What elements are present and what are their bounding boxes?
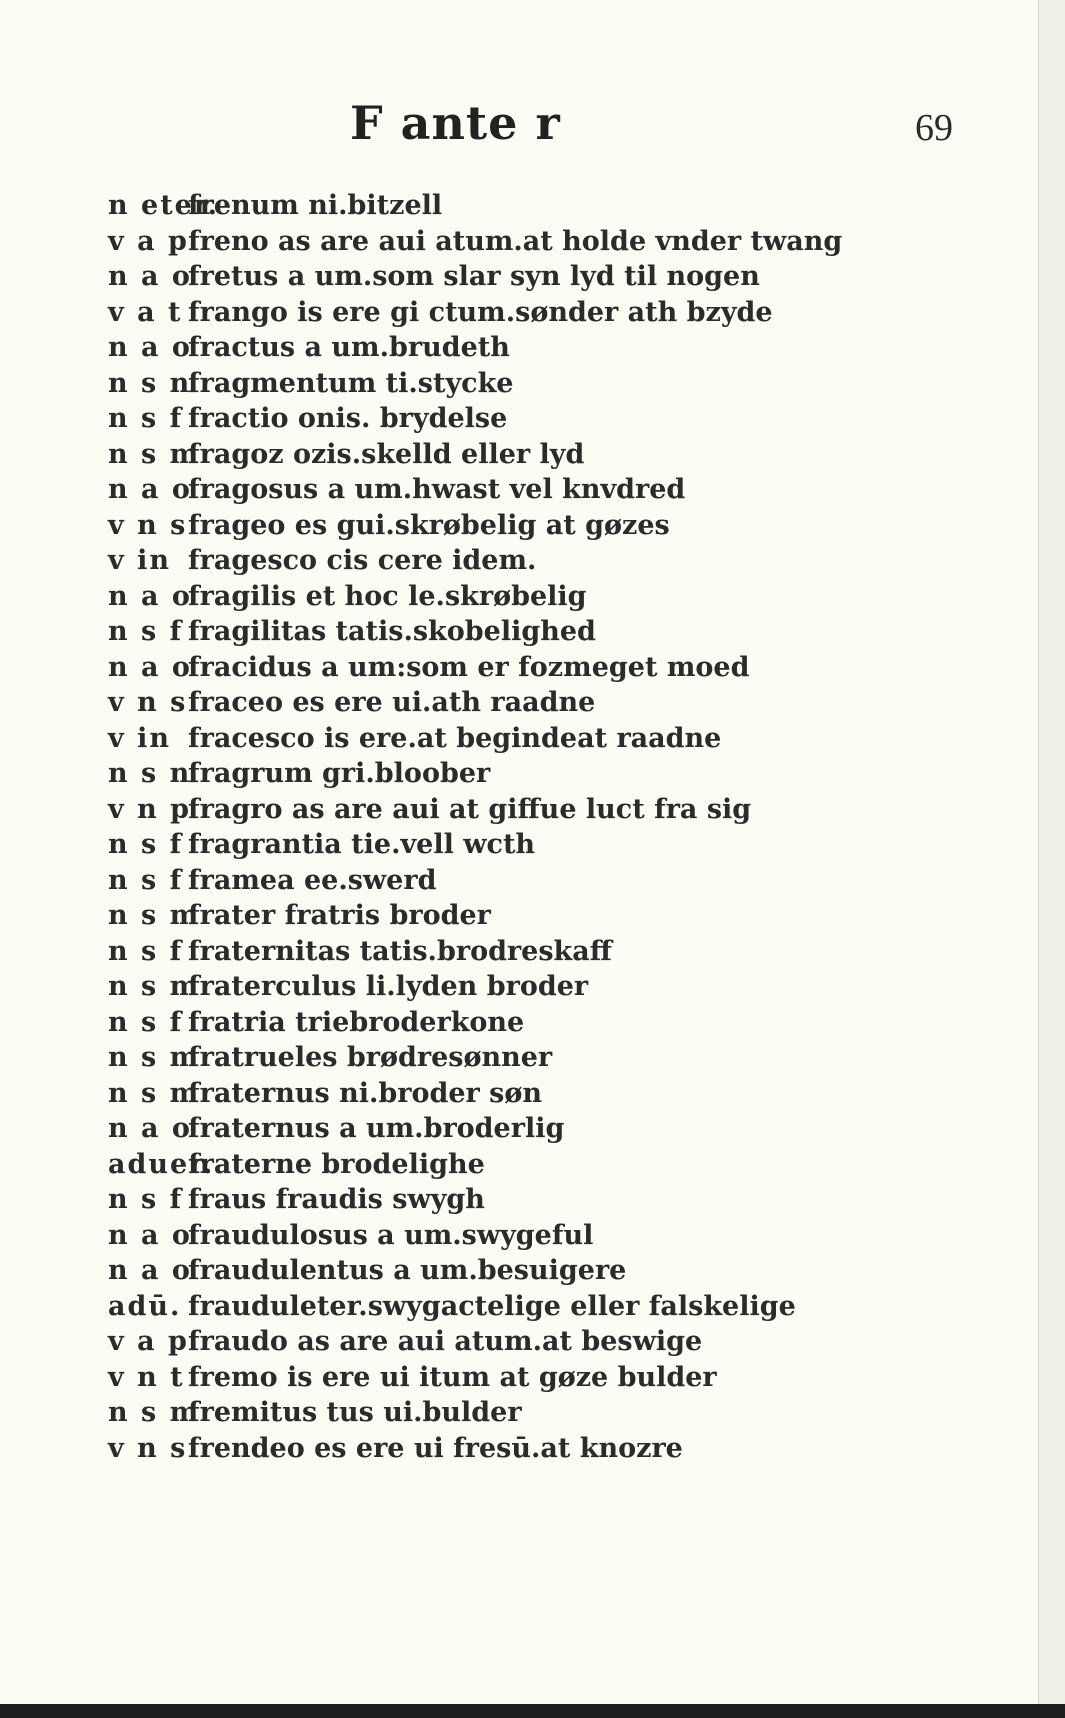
dictionary-entry bbox=[108, 723, 1008, 759]
entry-text: fractus a um.brudeth bbox=[188, 332, 510, 363]
entry-text: fraternitas tatis.brodreskaff bbox=[188, 935, 612, 967]
entry-text: framea ee.swerd bbox=[188, 864, 437, 896]
grammar-code: n s m bbox=[108, 900, 201, 931]
entry-text: frango is ere gi ctum.sønder ath bzyde bbox=[188, 296, 773, 328]
dictionary-entry bbox=[108, 687, 1008, 723]
grammar-code: n eter. bbox=[108, 190, 220, 221]
page-number: 69 bbox=[915, 107, 953, 149]
grammar-code: aduer. bbox=[108, 1148, 215, 1180]
dictionary-entry bbox=[108, 1042, 1008, 1078]
dictionary-entry bbox=[108, 900, 1008, 936]
entry-text: frater fratris broder bbox=[188, 900, 491, 931]
dictionary-entry bbox=[108, 1184, 1008, 1220]
dictionary-entry bbox=[108, 368, 1008, 404]
grammar-code: n s f bbox=[108, 616, 184, 647]
grammar-code: n a o bbox=[108, 580, 192, 612]
entry-text: fragro as are aui at giffue luct fra sig bbox=[188, 793, 752, 825]
dictionary-entry bbox=[108, 936, 1008, 972]
dictionary-entry bbox=[108, 865, 1008, 901]
dictionary-entry bbox=[108, 190, 1008, 226]
dictionary-entry bbox=[108, 1433, 1008, 1469]
entry-text: fractio onis. brydelse bbox=[188, 403, 508, 434]
entry-text: freno as are aui atum.at holde vnder twang bbox=[188, 225, 843, 257]
dictionary-entry bbox=[108, 1007, 1008, 1043]
grammar-code: n s n bbox=[108, 367, 192, 399]
grammar-code: v n p bbox=[108, 793, 191, 825]
entry-text: fragilitas tatis.skobelighed bbox=[188, 616, 596, 647]
entry-text: fraterculus li.lyden broder bbox=[188, 971, 589, 1002]
dictionary-entry bbox=[108, 403, 1008, 439]
grammar-code: n s m bbox=[108, 1077, 201, 1109]
grammar-code: n a o bbox=[108, 261, 192, 292]
grammar-code: v n s bbox=[108, 509, 188, 541]
entry-text: fragrantia tie.vell wcth bbox=[188, 829, 536, 860]
grammar-code: n a o bbox=[108, 1113, 192, 1144]
grammar-code: n s f bbox=[108, 1184, 184, 1215]
dictionary-entry bbox=[108, 1362, 1008, 1398]
dictionary-entry bbox=[108, 1220, 1008, 1256]
entry-text: fragesco cis cere idem. bbox=[188, 545, 537, 576]
entry-text: fragmentum ti.stycke bbox=[188, 367, 514, 399]
dictionary-entry bbox=[108, 581, 1008, 617]
grammar-code: n s m bbox=[108, 1397, 201, 1428]
entry-text: fraudulentus a um.besuigere bbox=[188, 1255, 627, 1286]
entry-text: frendeo es ere ui fresū.at knozre bbox=[188, 1432, 683, 1464]
grammar-code: n s m bbox=[108, 1042, 201, 1073]
grammar-code: n s f bbox=[108, 1006, 184, 1038]
entry-text: fremitus tus ui.bulder bbox=[188, 1397, 522, 1428]
entry-text: fraudulosus a um.swygeful bbox=[188, 1219, 594, 1251]
dictionary-entry bbox=[108, 1078, 1008, 1114]
grammar-code: n s f bbox=[108, 829, 184, 860]
grammar-code: adū. bbox=[108, 1290, 182, 1322]
entry-text: fraudo as are aui atum.at beswige bbox=[188, 1326, 703, 1357]
dictionary-entry bbox=[108, 1326, 1008, 1362]
grammar-code: v n s bbox=[108, 1432, 188, 1464]
dictionary-entry bbox=[108, 474, 1008, 510]
dictionary-entry bbox=[108, 1255, 1008, 1291]
grammar-code: v in bbox=[108, 722, 171, 754]
grammar-code: n s m bbox=[108, 971, 201, 1002]
entry-text: fracidus a um:som er fozmeget moed bbox=[188, 651, 750, 683]
entry-text: frageo es gui.skrøbelig at gøzes bbox=[188, 509, 670, 541]
grammar-code: n a o bbox=[108, 1219, 192, 1251]
grammar-code: n s f bbox=[108, 864, 184, 896]
entry-text: fraternus ni.broder søn bbox=[188, 1077, 542, 1109]
entry-text: fragilis et hoc le.skrøbelig bbox=[188, 580, 587, 612]
grammar-code: n s n bbox=[108, 758, 192, 789]
dictionary-entry bbox=[108, 794, 1008, 830]
dictionary-entry bbox=[108, 1397, 1008, 1433]
running-head: F ante r bbox=[350, 96, 561, 150]
grammar-code: n a o bbox=[108, 332, 192, 363]
entry-text: fracesco is ere.at begindeat raadne bbox=[188, 722, 722, 754]
dictionary-entry bbox=[108, 1291, 1008, 1327]
dictionary-entry bbox=[108, 971, 1008, 1007]
entry-text: fretus a um.som slar syn lyd til nogen bbox=[188, 261, 760, 292]
dictionary-entry bbox=[108, 439, 1008, 475]
dictionary-entry bbox=[108, 226, 1008, 262]
page-edge-bottom bbox=[0, 1704, 1065, 1718]
entry-text: fremo is ere ui itum at gøze bulder bbox=[188, 1361, 717, 1393]
grammar-code: n a o bbox=[108, 474, 192, 505]
entry-text: fraterne brodelighe bbox=[188, 1148, 485, 1180]
entry-text: fratria triebroderkone bbox=[188, 1006, 525, 1038]
dictionary-entry bbox=[108, 758, 1008, 794]
grammar-code: v a t bbox=[108, 296, 183, 328]
grammar-code: n a o bbox=[108, 651, 192, 683]
entry-text: fraus fraudis swygh bbox=[188, 1184, 485, 1215]
dictionary-entries bbox=[108, 190, 1008, 1468]
dictionary-entry bbox=[108, 616, 1008, 652]
grammar-code: n s f bbox=[108, 935, 184, 967]
entry-text: fratrueles brødresønner bbox=[188, 1042, 553, 1073]
dictionary-entry bbox=[108, 1113, 1008, 1149]
entry-text: fraternus a um.broderlig bbox=[188, 1113, 565, 1144]
entry-text: fraceo es ere ui.ath raadne bbox=[188, 687, 596, 718]
entry-text: fragrum gri.bloober bbox=[188, 758, 491, 789]
dictionary-entry bbox=[108, 510, 1008, 546]
entry-text: fragoz ozis.skelld eller lyd bbox=[188, 438, 585, 470]
dictionary-entry bbox=[108, 652, 1008, 688]
entry-text: frauduleter.swygactelige eller falskelige bbox=[188, 1290, 796, 1322]
dictionary-entry bbox=[108, 1149, 1008, 1185]
entry-text: frenum ni.bitzell bbox=[188, 190, 443, 221]
grammar-code: v n s bbox=[108, 687, 188, 718]
dictionary-entry bbox=[108, 261, 1008, 297]
grammar-code: v n t bbox=[108, 1361, 185, 1393]
dictionary-entry bbox=[108, 545, 1008, 581]
page-edge-right bbox=[1038, 0, 1065, 1718]
entry-text: fragosus a um.hwast vel knvdred bbox=[188, 474, 686, 505]
grammar-code: n a o bbox=[108, 1255, 192, 1286]
grammar-code: v a p bbox=[108, 225, 189, 257]
grammar-code: n s m bbox=[108, 438, 201, 470]
grammar-code: v in bbox=[108, 545, 171, 576]
grammar-code: n s f bbox=[108, 403, 184, 434]
dictionary-entry bbox=[108, 297, 1008, 333]
dictionary-entry bbox=[108, 829, 1008, 865]
grammar-code: v a p bbox=[108, 1326, 189, 1357]
dictionary-entry bbox=[108, 332, 1008, 368]
